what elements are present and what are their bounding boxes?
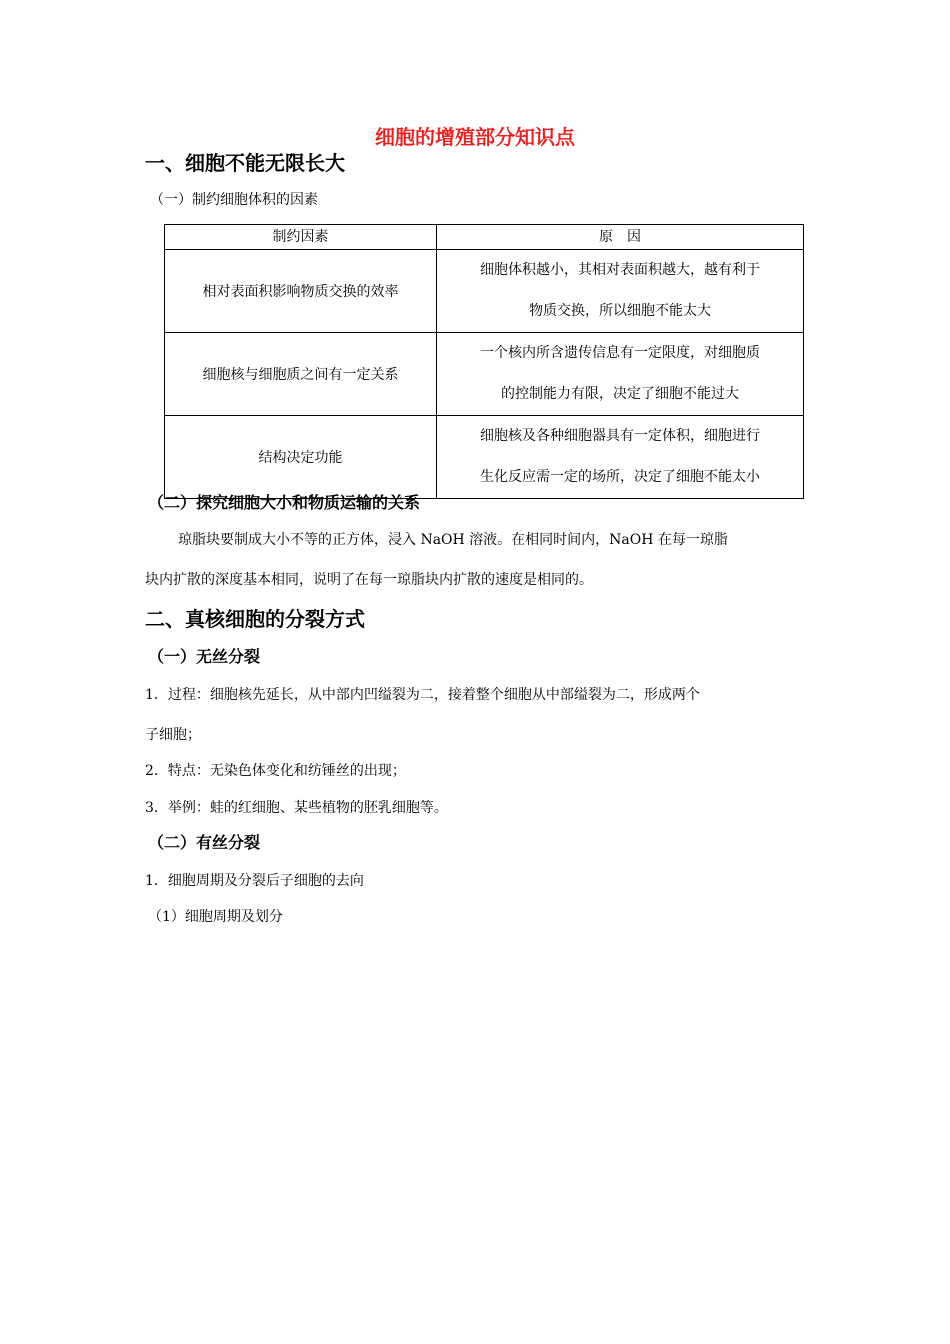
list-item: 3．举例：蛙的红细胞、某些植物的胚乳细胞等。 [145,800,448,816]
table-cell-reason [437,333,804,416]
table-cell-factor: 相对表面积影响物质交换的效率 [165,250,437,333]
table-row [165,416,804,499]
list-item: （1）细胞周期及划分 [148,909,283,925]
table-cell-factor: 结构决定功能 [165,416,437,499]
factors-table [164,224,804,499]
list-item: 1．细胞周期及分裂后子细胞的去向 [145,873,364,889]
reason-line: 物质交换，所以细胞不能太大 [529,303,711,319]
table-cell-reason [437,250,804,333]
list-item-continued: 子细胞； [145,727,201,743]
reason-line: 一个核内所含遗传信息有一定限度，对细胞质 [480,345,760,361]
table-cell-factor: 细胞核与细胞质之间有一定关系 [165,333,437,416]
reason-line: 生化反应需一定的场所，决定了细胞不能太小 [480,469,760,485]
section2-sub1: （一）无丝分裂 [148,647,261,666]
document-title: 细胞的增殖部分知识点 [375,125,575,149]
table-row [165,333,804,416]
reason-line: 细胞核及各种细胞器具有一定体积，细胞进行 [480,428,760,444]
section1-sub1: （一）制约细胞体积的因素 [150,192,318,208]
table-cell-reason [437,416,804,499]
section1-heading: 一、细胞不能无限长大 [145,151,345,175]
reason-line: 细胞体积越小，其相对表面积越大，越有利于 [480,262,760,278]
reason-line: 的控制能力有限，决定了细胞不能过大 [501,386,739,402]
section2-sub2: （二）有丝分裂 [148,833,261,852]
list-item: 2．特点：无染色体变化和纺锤丝的出现； [145,763,406,779]
list-item: 1．过程：细胞核先延长，从中部内凹缢裂为二，接着整个细胞从中部缢裂为二，形成两个 [145,687,700,703]
table-row [165,250,804,333]
section2-heading: 二、真核细胞的分裂方式 [145,607,365,631]
table-header-reason: 原 因 [437,225,804,250]
paragraph-line: 块内扩散的深度基本相同，说明了在每一琼脂块内扩散的速度是相同的。 [145,572,593,588]
table-header-row [165,225,804,250]
section1-sub2: （二）探究细胞大小和物质运输的关系 [148,493,421,512]
table-header-factor: 制约因素 [165,225,437,250]
paragraph-line: 琼脂块要制成大小不等的正方体，浸入 NaOH 溶液。在相同时间内，NaOH 在每一琼脂 [178,532,728,548]
